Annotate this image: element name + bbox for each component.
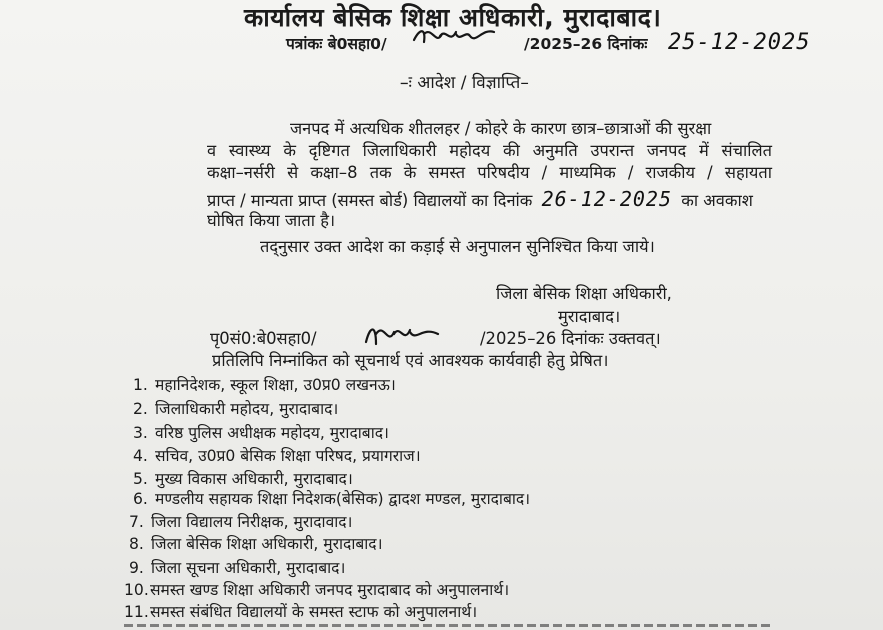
copy-list-number: 8. (129, 535, 144, 553)
copy-ref-suffix: /2025–26 दिनांकः उक्तवत्। (480, 329, 661, 348)
copy-list-item (133, 467, 353, 489)
letter-ref-middle: /2025–26 दिनांकः (524, 35, 648, 53)
order-line-5: घोषित किया जाता है। (207, 211, 336, 230)
copy-list-number: 1. (133, 376, 148, 394)
copy-list-item (133, 421, 389, 443)
holiday-date-handwritten: 26-12-2025 (541, 187, 673, 211)
copy-list-number: 5. (133, 470, 148, 488)
initials-signature-1 (410, 22, 500, 52)
letter-ref-prefix: पत्रांकः बे0सहा0/ (286, 35, 387, 53)
office-title: कार्यालय बेसिक शिक्षा अधिकारी, मुरादाबाद। (244, 3, 662, 32)
order-heading: –ः आदेश / विज्ञाप्ति– (400, 73, 529, 93)
copy-list-item (133, 487, 530, 509)
order-line-4-text: प्राप्त / मान्यता प्राप्त (समस्त बोर्ड) विद्यालयों का दिनांक (207, 191, 533, 210)
copy-list-number: 3. (133, 424, 148, 442)
copy-list-text: सचिव, उ0प्र0 बेसिक शिक्षा परिषद, प्रयागराज। (155, 447, 421, 465)
signatory-place: मुरादाबाद। (558, 307, 621, 326)
letter-date-handwritten: 25-12-2025 (668, 30, 811, 55)
copy-list-item (133, 397, 338, 419)
copy-list-item (133, 444, 421, 466)
copy-list-number: 9. (129, 559, 144, 577)
copy-list-item (124, 578, 509, 600)
copy-list-text: जिलाधिकारी महोदय, मुरादाबाद। (155, 400, 339, 418)
copy-list-text: जिला बेसिक शिक्षा अधिकारी, मुरादाबाद। (151, 535, 383, 553)
copy-list-text: महानिदेशक, स्कूल शिक्षा, उ0प्र0 लखनऊ। (155, 376, 396, 394)
copy-list-text: समस्त खण्ड शिक्षा अधिकारी जनपद मुरादाबाद को अनुपालनार्थ। (150, 581, 510, 599)
copy-list-item (124, 600, 477, 622)
copy-list-text: जिला विद्यालय निरीक्षक, मुरादावाद। (151, 513, 353, 531)
initials-signature-2 (362, 318, 442, 354)
copy-list-item (133, 373, 396, 395)
copy-list-text: जिला सूचना अधिकारी, मुरादाबाद। (151, 559, 346, 577)
copy-list-text: समस्त संबंधित विद्यालयों के समस्त स्टाफ को अनुपालनार्थ। (150, 603, 478, 621)
order-line-2: व स्वास्थ्य के दृष्टिगत जिलाधिकारी महोदय की अनुमति उपरान्त जनपद में संचालित (207, 141, 772, 160)
copy-list-item (129, 510, 352, 532)
compliance-line: तद्नुसार उक्त आदेश का कड़ाई से अनुपालन सुनिश्चित किया जाये। (260, 237, 655, 256)
copy-intro: प्रतिलिपि निम्नांकित को सूचनार्थ एवं आवश्यक कार्यवाही हेतु प्रेषित। (212, 351, 609, 370)
signatory-title: जिला बेसिक शिक्षा अधिकारी, (496, 284, 672, 303)
copy-list-text: मण्डलीय सहायक शिक्षा निदेशक(बेसिक) द्वादश मण्डल, मुरादाबाद। (155, 490, 531, 508)
copy-list-text: मुख्य विकास अधिकारी, मुरादाबाद। (155, 470, 353, 488)
copy-list-item (129, 556, 345, 578)
order-line-3: कक्षा–नर्सरी से कक्षा–8 तक के समस्त परिषदीय / माध्यमिक / राजकीय / सहायता (207, 163, 772, 182)
order-line-4 (207, 188, 753, 212)
cut-off-line (124, 624, 774, 627)
copy-list-number: 10. (124, 581, 149, 599)
copy-ref-prefix: पृ0सं0:बे0सहा0/ (210, 329, 317, 348)
order-line-1: जनपद में अत्यधिक शीतलहर / कोहरे के कारण छात्र–छात्राओं की सुरक्षा (290, 119, 712, 138)
copy-list-number: 7. (129, 513, 144, 531)
copy-list-number: 11. (124, 603, 149, 621)
copy-list-number: 4. (133, 447, 148, 465)
copy-list-text: वरिष्ठ पुलिस अधीक्षक महोदय, मुरादाबाद। (155, 424, 389, 442)
copy-list-number: 2. (133, 400, 148, 418)
copy-list-item (129, 532, 383, 554)
copy-list-number: 6. (133, 490, 148, 508)
order-line-4-suffix: का अवकाश (681, 191, 753, 210)
